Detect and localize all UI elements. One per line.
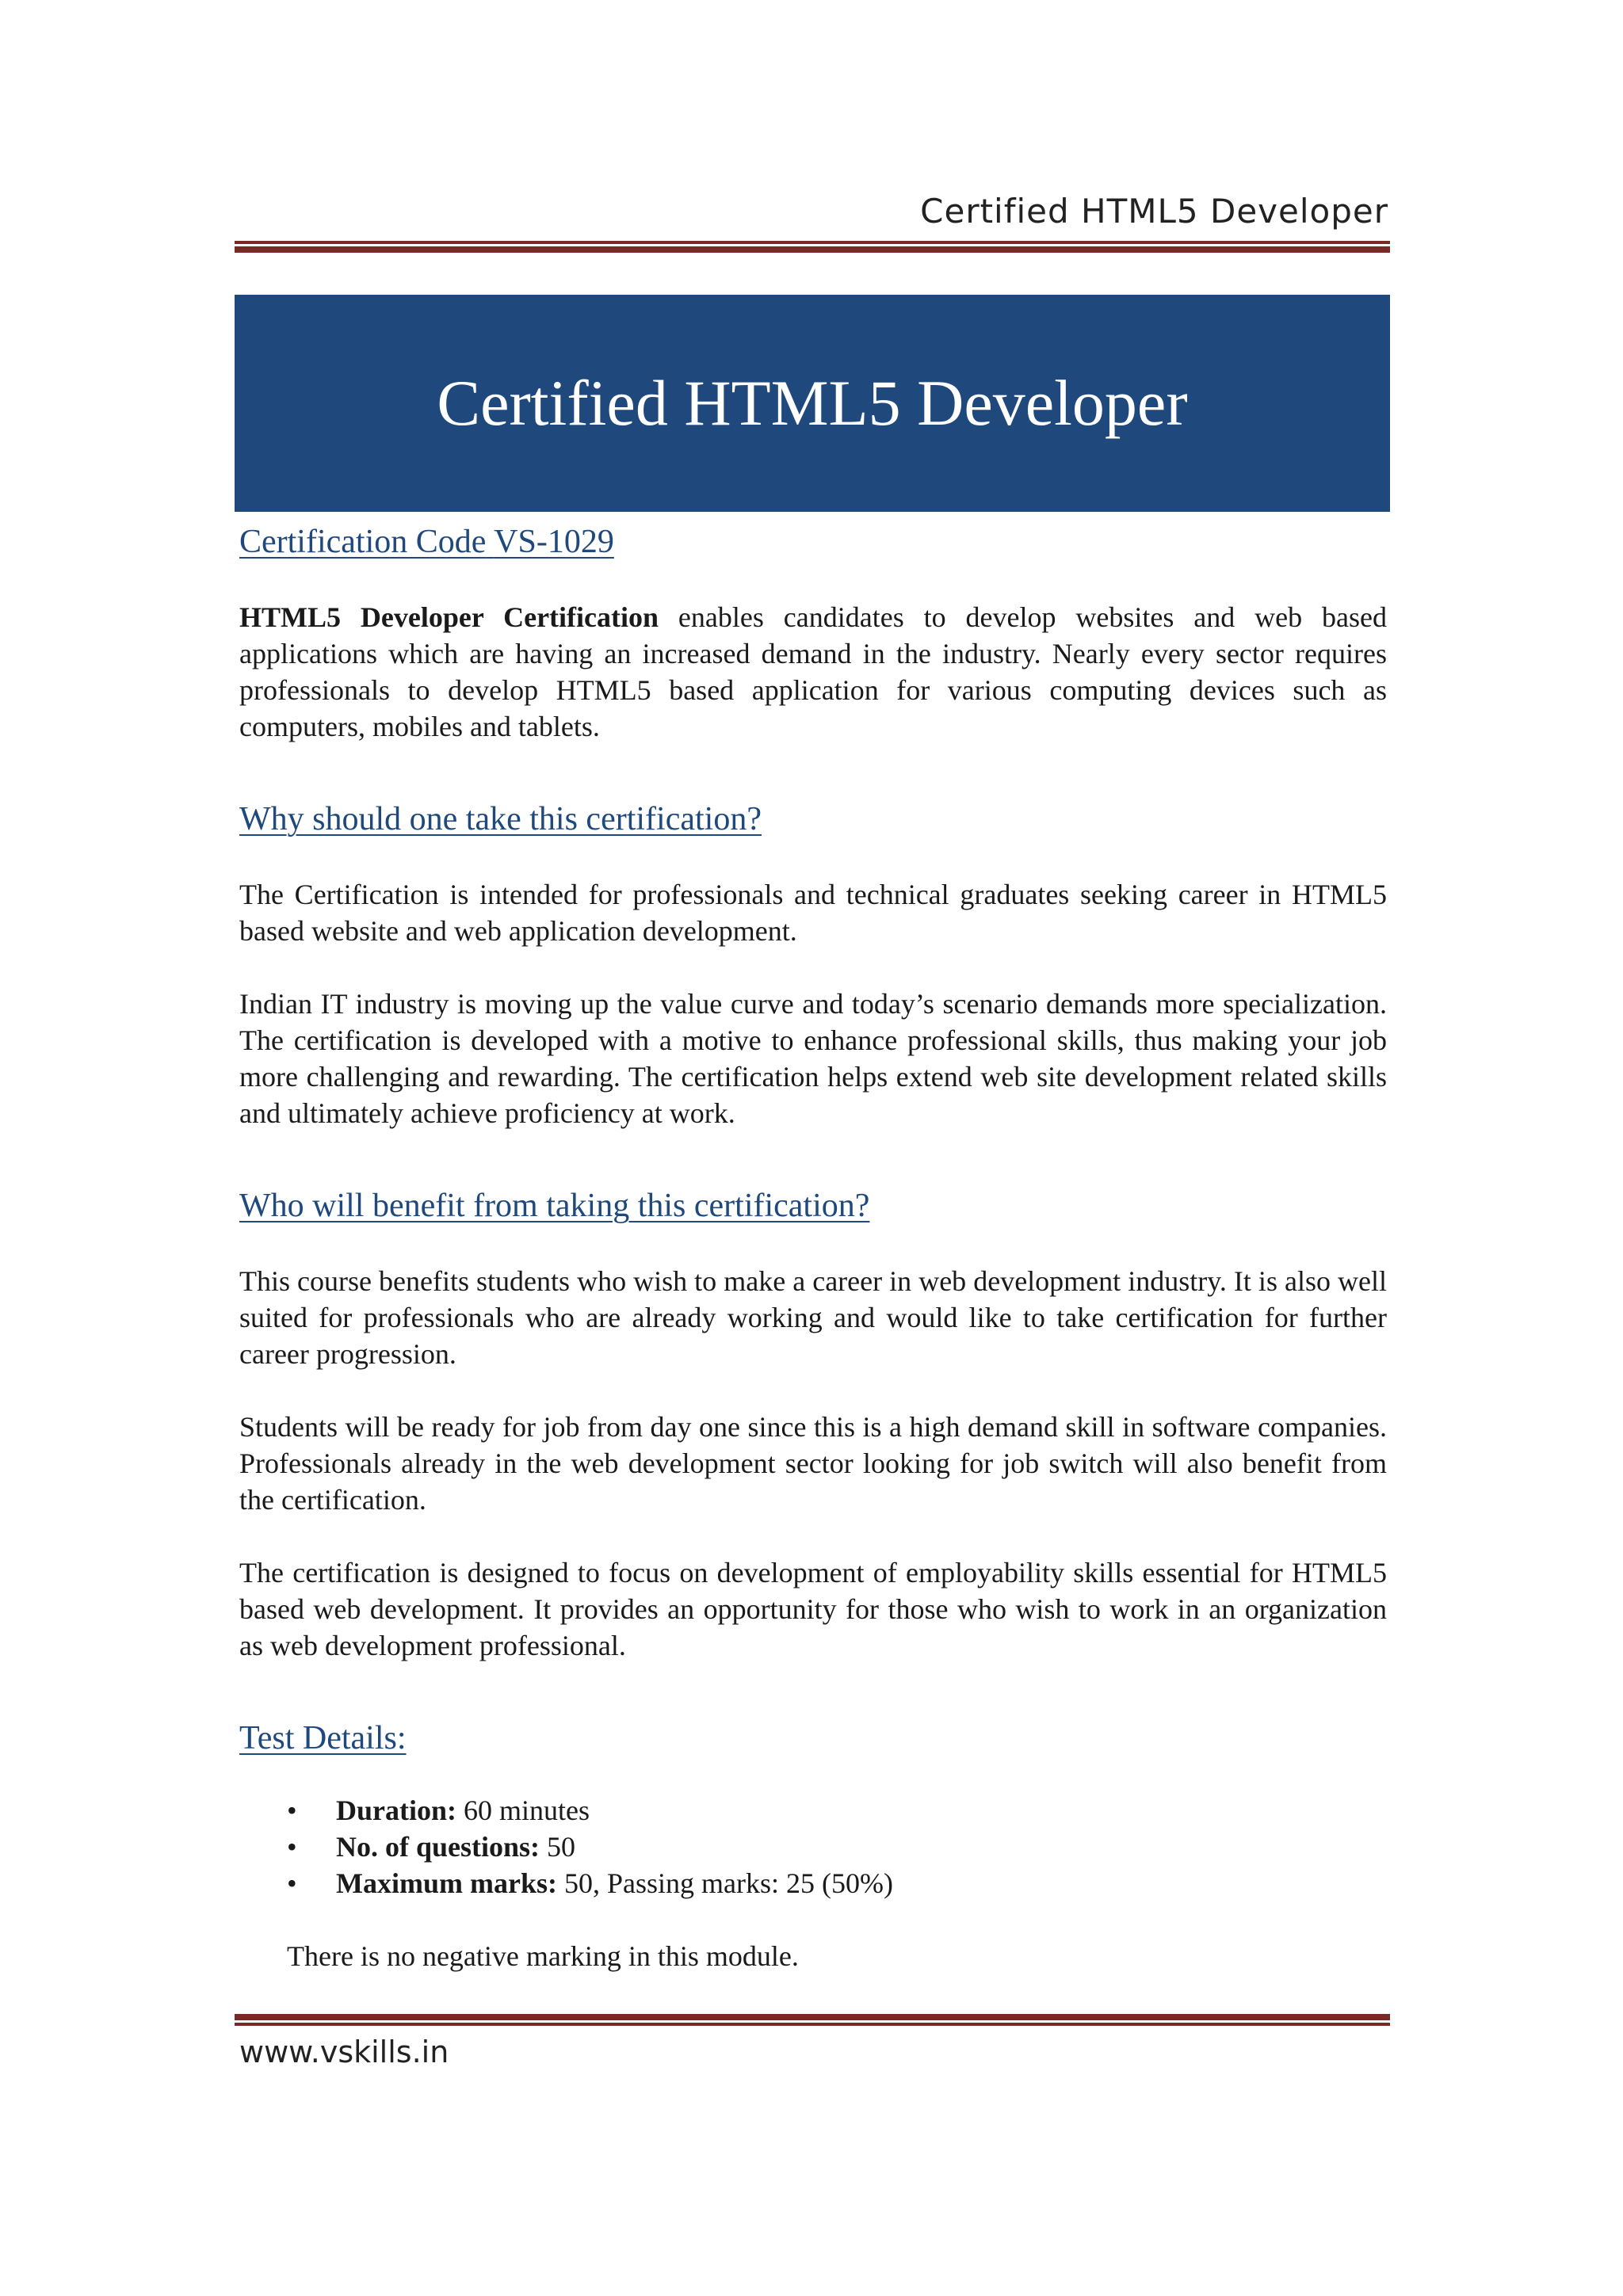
test-detail-duration	[287, 1792, 1387, 1829]
running-header-title: Certified HTML5 Developer	[920, 192, 1388, 231]
test-detail-value: 50	[540, 1831, 576, 1863]
test-detail-questions	[287, 1829, 1387, 1865]
who-paragraph-3: The certification is designed to focus on development of employability skills essential for HTML5 based web development. It provides an opportunity for those who wish to work in an organization as web development professional.	[239, 1557, 1387, 1661]
bullet-icon: •	[287, 1794, 297, 1826]
why-heading: Why should one take this certification?	[239, 801, 762, 837]
why-paragraph-2: Indian IT industry is moving up the value curve and today’s scenario demands more specialization. The certification is developed with a motive to enhance professional skills, thus making your job more challenging and rewarding. The certification helps extend web site development related skills and ultimately achieve proficiency at work.	[239, 988, 1387, 1129]
test-details-list	[239, 1792, 1387, 1901]
who-heading: Who will benefit from taking this certification?	[239, 1188, 870, 1224]
intro-text: enables candidates to develop websites and web based applications which are having an increased demand in the industry. Nearly every sector requires professionals to develop HTML5 based application for various computing devices such as computers, mobiles and tablets.	[239, 601, 1387, 742]
footer-website: www.vskills.in	[239, 2035, 449, 2069]
test-detail-key: Duration:	[336, 1794, 456, 1826]
certification-code-label: Certification Code	[239, 524, 487, 560]
test-detail-marks	[287, 1865, 1387, 1901]
test-detail-value: 60 minutes	[456, 1794, 590, 1826]
document-title: Certified HTML5 Developer	[437, 367, 1188, 439]
who-paragraph-2: Students will be ready for job from day one since this is a high demand skill in software companies. Professionals already in the web development sector looking for job switch will also benefit from the certification.	[239, 1411, 1387, 1516]
certification-code-value: VS-1029	[494, 524, 614, 560]
why-paragraph-1: The Certification is intended for professionals and technical graduates seeking career in HTML5 based website and web application development.	[239, 879, 1387, 947]
negative-marking-note: There is no negative marking in this module.	[287, 1940, 799, 1972]
title-banner	[235, 295, 1390, 512]
test-detail-value: 50, Passing marks: 25 (50%)	[556, 1867, 893, 1899]
who-paragraph-1: This course benefits students who wish to make a career in web development industry. It is also well suited for professionals who are already working and would like to take certification for further career progression.	[239, 1265, 1387, 1370]
test-detail-key: Maximum marks:	[336, 1867, 557, 1899]
intro-paragraph	[239, 599, 1387, 745]
document-body	[239, 523, 1387, 1974]
intro-lead: HTML5 Developer Certification	[239, 601, 659, 633]
bullet-icon: •	[287, 1867, 297, 1899]
test-detail-key: No. of questions:	[336, 1831, 540, 1863]
footer-rule	[235, 2014, 1390, 2026]
certification-code-heading	[239, 523, 1387, 561]
bullet-icon: •	[287, 1831, 297, 1863]
header-rule	[235, 241, 1390, 253]
test-details-heading: Test Details:	[239, 1720, 407, 1756]
